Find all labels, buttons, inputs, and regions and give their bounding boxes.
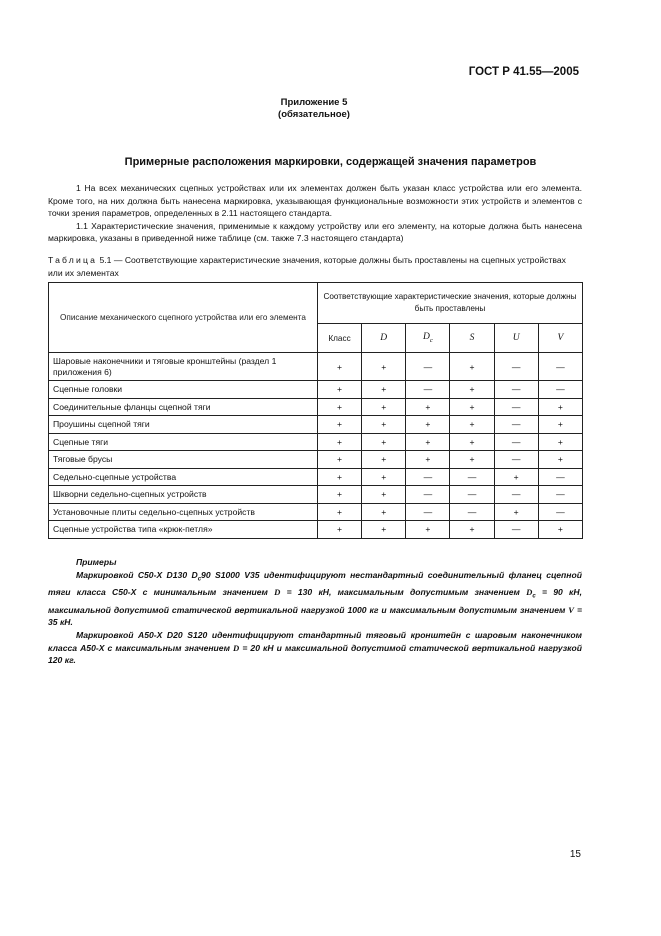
table-row	[49, 468, 583, 486]
table-row	[49, 416, 583, 434]
examples-block	[48, 556, 582, 667]
row-value-cell: +	[450, 398, 494, 416]
row-value-cell: —	[450, 486, 494, 504]
row-value-cell: +	[450, 433, 494, 451]
column-header-values-group: Соответствующие характеристические значения, которые должны быть проставлены	[317, 283, 582, 324]
example-2-text: = 20 кН и максимальной допустимой статической вертикальной нагрузкой 120 кг.	[48, 642, 582, 666]
document-code: ГОСТ Р 41.55—2005	[468, 66, 579, 78]
page-number: 15	[569, 849, 581, 860]
row-value-cell: —	[538, 503, 582, 521]
table-row	[49, 451, 583, 469]
characteristics-table	[48, 282, 583, 539]
table-caption-label: Таблица	[48, 255, 98, 265]
example-2-symbol: D	[233, 642, 240, 653]
row-value-cell: —	[406, 381, 450, 399]
column-header-description: Описание механического сцепного устройства или его элемента	[49, 283, 318, 353]
column-header-s: S	[450, 324, 494, 353]
row-value-cell: +	[538, 433, 582, 451]
appendix-title: Приложение 5	[280, 97, 348, 108]
row-value-cell: —	[450, 468, 494, 486]
row-value-cell: +	[362, 381, 406, 399]
row-value-cell: +	[362, 486, 406, 504]
table-row	[49, 381, 583, 399]
example-2-text: Маркировкой А50-X D20 S120 идентифицируют стандартный тяговый кронштейн с шаровым наконечником класса А50-X с максимальным значением	[48, 629, 582, 653]
table-body	[49, 353, 583, 539]
row-value-cell: +	[494, 468, 538, 486]
table-row	[49, 433, 583, 451]
row-value-cell: —	[494, 416, 538, 434]
row-value-cell: +	[538, 416, 582, 434]
row-value-cell: +	[317, 486, 361, 504]
row-value-cell: +	[362, 398, 406, 416]
table-row	[49, 486, 583, 504]
example-1	[48, 569, 582, 629]
column-header-v: V	[538, 324, 582, 353]
row-value-cell: +	[317, 468, 361, 486]
row-value-cell: —	[406, 503, 450, 521]
row-value-cell: —	[494, 381, 538, 399]
column-header-class: Класс	[317, 324, 361, 353]
row-value-cell: —	[494, 433, 538, 451]
row-value-cell: +	[538, 451, 582, 469]
table-caption-text: 5.1 — Соответствующие характеристические значения, которые должны быть проставлены на сцепных устройствах или их элементах	[48, 255, 566, 278]
examples-title: Примеры	[76, 557, 117, 567]
row-value-cell: —	[406, 486, 450, 504]
appendix-status: (обязательное)	[278, 109, 350, 120]
row-value-cell: —	[494, 486, 538, 504]
table-row	[49, 503, 583, 521]
example-1-text: = 90 кН, максимальной допустимой статической вертикальной нагрузкой 1000 кг и максимальным допустимым значением	[48, 587, 582, 615]
table-caption	[48, 254, 582, 279]
row-value-cell: —	[538, 468, 582, 486]
row-value-cell: +	[406, 398, 450, 416]
row-value-cell: +	[362, 433, 406, 451]
row-value-cell: +	[450, 521, 494, 539]
body-paragraphs	[48, 182, 582, 245]
row-value-cell: +	[362, 468, 406, 486]
row-description: Сцепные тяги	[49, 433, 318, 451]
row-value-cell: +	[317, 451, 361, 469]
row-value-cell: +	[317, 503, 361, 521]
row-value-cell: +	[406, 416, 450, 434]
row-value-cell: +	[406, 451, 450, 469]
table-header-row	[49, 283, 583, 324]
appendix-block	[0, 97, 628, 121]
row-value-cell: —	[538, 486, 582, 504]
row-description: Проушины сцепной тяги	[49, 416, 318, 434]
row-value-cell: —	[406, 468, 450, 486]
example-1-symbol: D	[274, 587, 281, 598]
row-value-cell: +	[450, 416, 494, 434]
row-value-cell: —	[494, 398, 538, 416]
row-value-cell: +	[317, 433, 361, 451]
row-value-cell: +	[362, 416, 406, 434]
column-header-u: U	[494, 324, 538, 353]
row-value-cell: +	[450, 353, 494, 381]
example-1-subscript: c	[197, 576, 202, 583]
row-description: Шаровые наконечники и тяговые кронштейны (раздел 1 приложения 6)	[49, 353, 318, 381]
row-value-cell: +	[362, 521, 406, 539]
row-value-cell: —	[538, 353, 582, 381]
row-description: Установочные плиты седельно-сцепных устройств	[49, 503, 318, 521]
example-1-text: = 35 кН.	[48, 604, 582, 628]
row-value-cell: +	[538, 398, 582, 416]
example-1-subscript: c	[532, 593, 536, 600]
row-value-cell: +	[362, 503, 406, 521]
row-value-cell: +	[450, 381, 494, 399]
row-value-cell: —	[406, 353, 450, 381]
example-1-text: = 130 кН, максимальным допустимым значением	[280, 587, 527, 598]
table-row	[49, 398, 583, 416]
row-value-cell: +	[317, 521, 361, 539]
row-value-cell: +	[362, 353, 406, 381]
example-1-symbol: D	[526, 587, 533, 598]
row-value-cell: +	[406, 521, 450, 539]
row-description: Шкворни седельно-сцепных устройств	[49, 486, 318, 504]
row-value-cell: +	[538, 521, 582, 539]
row-description: Сцепные головки	[49, 381, 318, 399]
row-value-cell: —	[538, 381, 582, 399]
row-description: Тяговые брусы	[49, 451, 318, 469]
row-value-cell: +	[450, 451, 494, 469]
row-value-cell: —	[494, 451, 538, 469]
column-header-dc-sub: c	[429, 336, 433, 344]
row-value-cell: +	[317, 353, 361, 381]
section-heading: Примерные расположения маркировки, содержащей значения параметров	[124, 156, 537, 168]
column-header-dc-main: D	[422, 332, 430, 343]
table-row	[49, 353, 583, 381]
paragraph-1-1: 1.1 Характеристические значения, применимые к каждому устройству или его элементу, на которые должна быть нанесена маркировка, указаны в приведенной ниже таблице (см. также 7.3 настоящего стандарта)	[48, 220, 582, 244]
example-1-symbol: V	[568, 604, 575, 615]
example-1-text: Маркировкой С50-X D130 D	[76, 569, 198, 580]
row-value-cell: +	[362, 451, 406, 469]
column-header-d: D	[362, 324, 406, 353]
row-description: Сцепные устройства типа «крюк-петля»	[49, 521, 318, 539]
example-2	[48, 629, 582, 667]
row-description: Соединительные фланцы сцепной тяги	[49, 398, 318, 416]
column-header-dc	[406, 324, 450, 353]
row-value-cell: —	[494, 521, 538, 539]
row-value-cell: —	[494, 353, 538, 381]
row-description: Седельно-сцепные устройства	[49, 468, 318, 486]
row-value-cell: +	[317, 416, 361, 434]
row-value-cell: +	[406, 433, 450, 451]
row-value-cell: +	[494, 503, 538, 521]
row-value-cell: —	[450, 503, 494, 521]
row-value-cell: +	[317, 381, 361, 399]
paragraph-1: 1 На всех механических сцепных устройствах или их элементах должен быть указан класс устройства или его элемента. Кроме того, на них должна быть нанесена маркировка, указывающая функциональные возможности этих устройств и элементов с точки зрения параметров, определенных в 2.11 настоящего стандарта.	[48, 183, 582, 219]
example-1-text: 90 S1000 V35 идентифицируют нестандартный соединительный фланец сцепной тяги класса С50-X с минимальным значением	[48, 569, 582, 598]
row-value-cell: +	[317, 398, 361, 416]
table-row	[49, 521, 583, 539]
